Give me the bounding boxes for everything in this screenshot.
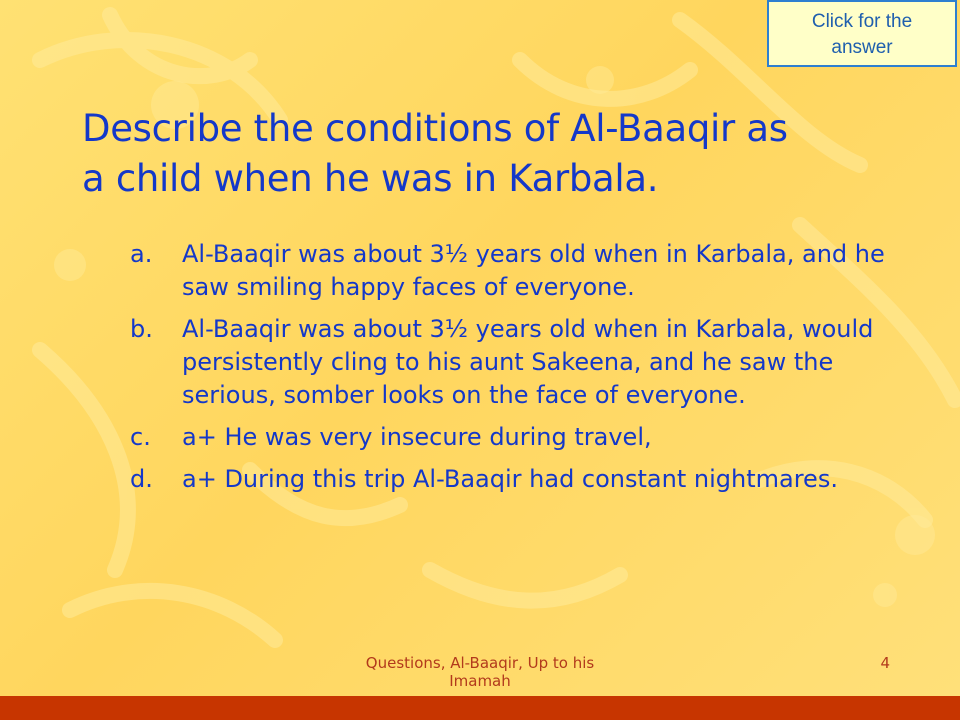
option-b[interactable] [130,313,890,412]
option-a[interactable] [130,238,890,304]
option-letter: d. [130,465,153,493]
option-text: a+ He was very insecure during travel, [182,423,652,451]
click-for-answer-button[interactable] [767,0,957,67]
option-d[interactable] [130,463,890,496]
option-text: Al-Baaqir was about 3½ years old when in Karbala, and he saw smiling happy faces of everyone. [182,240,885,301]
question-line-1: Describe the conditions of Al-Baaqir as [82,107,788,150]
answer-button-label-line2: answer [831,37,893,58]
answer-options [130,238,890,505]
option-text: Al-Baaqir was about 3½ years old when in Karbala, would persistently cling to his aunt Sakeena, and he saw the serious, somber looks on the face of everyone. [182,315,874,409]
option-letter: c. [130,423,151,451]
question-title [82,104,882,204]
footer-title: Questions, Al-Baaqir, Up to his Imamah [365,654,595,690]
page-number: 4 [880,654,890,672]
option-letter: a. [130,240,153,268]
question-line-2: a child when he was in Karbala. [82,157,659,200]
footer-bar [0,696,960,720]
option-letter: b. [130,315,153,343]
answer-button-label-line1: Click for the [811,11,913,32]
option-text: a+ During this trip Al-Baaqir had constant nightmares. [182,465,838,493]
option-c[interactable] [130,421,890,454]
